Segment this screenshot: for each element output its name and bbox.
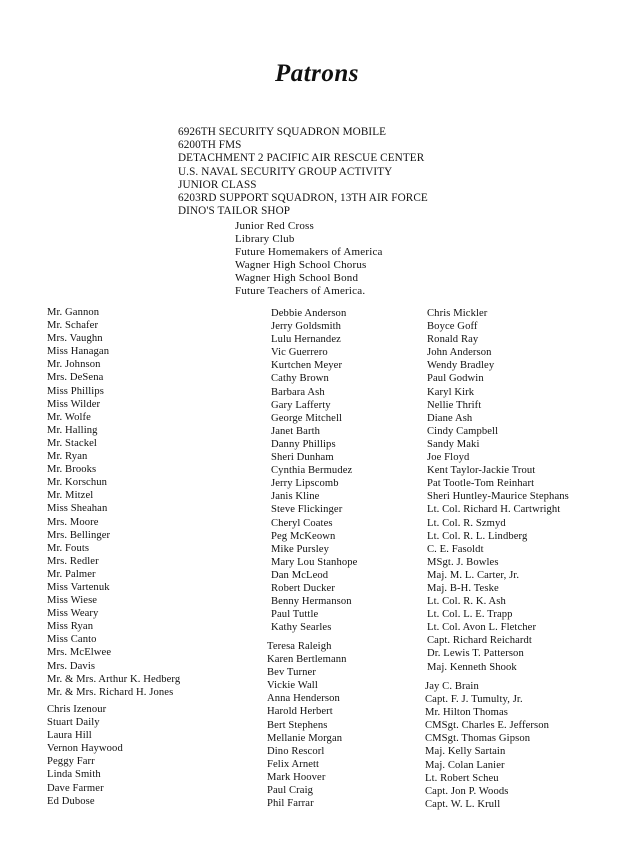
patron-name: CMSgt. Charles E. Jefferson (425, 720, 550, 732)
patron-name: Janet Barth (271, 425, 321, 437)
patron-name: Nellie Thrift (427, 399, 482, 411)
patron-name: Gary Lafferty (271, 399, 331, 411)
patron-name: Miss Canto (47, 634, 97, 646)
patron-name: Bert Stephens (267, 719, 328, 731)
patron-name: Kathy Searles (271, 622, 332, 634)
patron-name: Mr. Hilton Thomas (425, 707, 509, 719)
patron-name: MSgt. J. Bowles (427, 556, 499, 568)
patron-name: Jerry Goldsmith (271, 321, 342, 333)
organization-patron: U.S. NAVAL SECURITY GROUP ACTIVITY (178, 165, 393, 178)
club-patron: Junior Red Cross (235, 220, 314, 232)
patron-name: Paul Craig (267, 785, 314, 797)
patron-name: Miss Phillips (47, 385, 104, 397)
patron-name: Miss Wilder (47, 398, 101, 410)
club-patron: Wagner High School Bond (235, 272, 359, 285)
patron-name: Dino Rescorl (267, 745, 325, 757)
organization-patron-list (178, 126, 428, 218)
patron-name: Lt. Col. Avon L. Fletcher (427, 622, 537, 634)
patron-name: Kent Taylor-Jackie Trout (427, 465, 536, 477)
patron-name: Chris Mickler (427, 308, 488, 319)
patron-column-left-titled (47, 306, 180, 699)
patron-name: Cathy Brown (271, 373, 329, 385)
patron-name: Capt. W. L. Krull (425, 798, 501, 810)
patron-name: Debbie Anderson (271, 308, 347, 319)
patron-name: Maj. Colan Lanier (425, 759, 505, 771)
club-patron: Wagner High School Chorus (235, 259, 367, 272)
patron-name: Mr. Halling (47, 424, 98, 436)
club-patron: Future Teachers of America. (235, 285, 366, 298)
patron-name: Maj. Kenneth Shook (427, 661, 517, 673)
patron-column-right-upper (427, 307, 569, 674)
patron-name: Miss Hanagan (47, 346, 110, 358)
patron-name: Stuart Daily (47, 717, 100, 729)
patron-name: Peg McKeown (271, 530, 336, 542)
patron-name: Mrs. Bellinger (47, 529, 111, 541)
club-patron-list (235, 220, 383, 299)
patron-name: Steve Flickinger (271, 504, 343, 516)
patron-name: Cheryl Coates (271, 517, 333, 529)
patron-name: Lt. Col. R. Szmyd (427, 517, 506, 529)
patron-name: Laura Hill (47, 730, 92, 742)
patron-name: Mrs. Redler (47, 555, 99, 567)
organization-patron: 6200TH FMS (178, 139, 242, 152)
organization-patron: 6926TH SECURITY SQUADRON MOBILE (178, 126, 387, 138)
patron-name: Mrs. DeSena (47, 372, 104, 384)
patron-name: Danny Phillips (271, 438, 336, 450)
patron-name: Mr. & Mrs. Richard H. Jones (47, 686, 174, 698)
patron-name: Mr. Korschun (47, 477, 108, 489)
patron-name: Mr. Brooks (47, 464, 97, 476)
patron-name: CMSgt. Thomas Gipson (425, 733, 531, 745)
patron-name: Miss Sheahan (47, 503, 108, 515)
patron-name: Linda Smith (47, 769, 101, 781)
patron-name: Cynthia Bermudez (271, 465, 353, 477)
patron-name: Ronald Ray (427, 334, 479, 346)
patron-name: Paul Godwin (427, 373, 484, 385)
patron-name: Vernon Haywood (47, 743, 123, 755)
patron-name: Benny Hermanson (271, 596, 352, 608)
patron-name: Diane Ash (427, 412, 473, 424)
patron-name: Mr. Stackel (47, 437, 97, 449)
patron-name: Mr. Gannon (47, 307, 100, 318)
patron-name: Karyl Kirk (427, 386, 475, 398)
organization-patron: 6203RD SUPPORT SQUADRON, 13TH AIR FORCE (178, 192, 428, 205)
patron-name: Vic Guerrero (271, 347, 328, 359)
patron-name: Lulu Hernandez (271, 334, 341, 346)
patron-name: Mike Pursley (271, 543, 329, 555)
patron-name: Dr. Lewis T. Patterson (427, 648, 524, 660)
patron-name: Bev Turner (267, 667, 316, 679)
patron-name: Phil Farrar (267, 798, 314, 810)
patron-name: Mrs. McElwee (47, 647, 112, 659)
patron-name: Robert Ducker (271, 582, 335, 594)
patron-column-right-lower (425, 680, 549, 811)
patron-name: Mr. Ryan (47, 451, 88, 463)
patron-name: Mary Lou Stanhope (271, 556, 358, 568)
patron-name: Harold Herbert (267, 706, 333, 718)
patron-name: Mrs. Moore (47, 516, 99, 528)
patron-name: Miss Weary (47, 608, 99, 620)
patron-name: Lt. Robert Scheu (425, 772, 499, 784)
patron-name: Maj. B-H. Teske (427, 582, 499, 594)
patron-name: Mr. Fouts (47, 542, 90, 554)
patron-name: Sandy Maki (427, 438, 480, 450)
patron-name: Mr. & Mrs. Arthur K. Hedberg (47, 673, 181, 685)
patron-name: Peggy Farr (47, 756, 95, 768)
patron-name: Karen Bertlemann (267, 654, 347, 666)
page-title: Patrons (274, 60, 360, 87)
patron-name: Maj. M. L. Carter, Jr. (427, 569, 520, 581)
patron-name: Capt. F. J. Tumulty, Jr. (425, 694, 523, 706)
patron-name: Wendy Bradley (427, 360, 495, 372)
patron-name: Mr. Mitzel (47, 490, 94, 502)
club-patron: Future Homemakers of America (235, 246, 383, 259)
patron-name: Dave Farmer (47, 782, 104, 794)
patron-column-middle-lower (267, 640, 347, 810)
patron-name: Barbara Ash (271, 386, 325, 398)
patron-name: Vickie Wall (267, 680, 318, 692)
patron-name: Anna Henderson (267, 693, 340, 705)
patron-name: Dan McLeod (271, 569, 329, 581)
patron-name: Mr. Johnson (47, 359, 101, 371)
organization-patron: DETACHMENT 2 PACIFIC AIR RESCUE CENTER (178, 152, 425, 165)
patron-name: Paul Tuttle (271, 609, 319, 621)
patron-name: Maj. Kelly Sartain (425, 746, 506, 758)
patron-name: Lt. Col. Richard H. Cartwright (427, 504, 561, 516)
patron-column-left-students (47, 703, 123, 808)
patron-name: Sheri Dunham (271, 452, 334, 464)
patron-name: Mr. Palmer (47, 568, 96, 580)
patron-name: Mrs. Davis (47, 660, 96, 672)
patron-name: Teresa Raleigh (267, 641, 332, 652)
patron-name: Miss Vartenuk (47, 581, 110, 593)
organization-patron: DINO'S TAILOR SHOP (178, 205, 291, 218)
patron-name: Capt. Richard Reichardt (427, 635, 532, 647)
patron-name: Felix Arnett (267, 758, 320, 770)
patron-name: Lt. Col. L. E. Trapp (427, 609, 513, 621)
patron-name: Sheri Huntley-Maurice Stephans (427, 491, 569, 503)
patron-name: Ed Dubose (47, 795, 95, 807)
patron-name: Miss Wiese (47, 595, 98, 607)
patron-name: Jay C. Brain (425, 681, 479, 692)
patron-name: Lt. Col. R. K. Ash (427, 596, 506, 608)
patron-name: Janis Kline (271, 491, 320, 503)
patron-name: Boyce Goff (427, 321, 478, 333)
patron-column-middle-upper (271, 307, 357, 634)
patron-name: Miss Ryan (47, 621, 94, 633)
patron-name: Mr. Wolfe (47, 411, 91, 423)
club-patron: Library Club (235, 233, 295, 246)
patron-name: Joe Floyd (427, 452, 470, 464)
patron-name: Cindy Campbell (427, 425, 499, 437)
patron-name: Chris Izenour (47, 704, 107, 715)
patron-name: C. E. Fasoldt (427, 543, 484, 555)
patron-name: Jerry Lipscomb (271, 478, 339, 490)
patron-name: John Anderson (427, 347, 492, 359)
patron-name: Mrs. Vaughn (47, 333, 103, 345)
patron-name: Mellanie Morgan (267, 732, 343, 744)
patron-name: Mr. Schafer (47, 320, 99, 332)
patron-name: Lt. Col. R. L. Lindberg (427, 530, 528, 542)
patron-name: Mark Hoover (267, 771, 326, 783)
organization-patron: JUNIOR CLASS (178, 178, 257, 191)
patron-name: Pat Tootle-Tom Reinhart (427, 478, 535, 490)
patron-name: George Mitchell (271, 412, 343, 424)
patron-name: Capt. Jon P. Woods (425, 785, 509, 797)
patron-name: Kurtchen Meyer (271, 360, 343, 372)
